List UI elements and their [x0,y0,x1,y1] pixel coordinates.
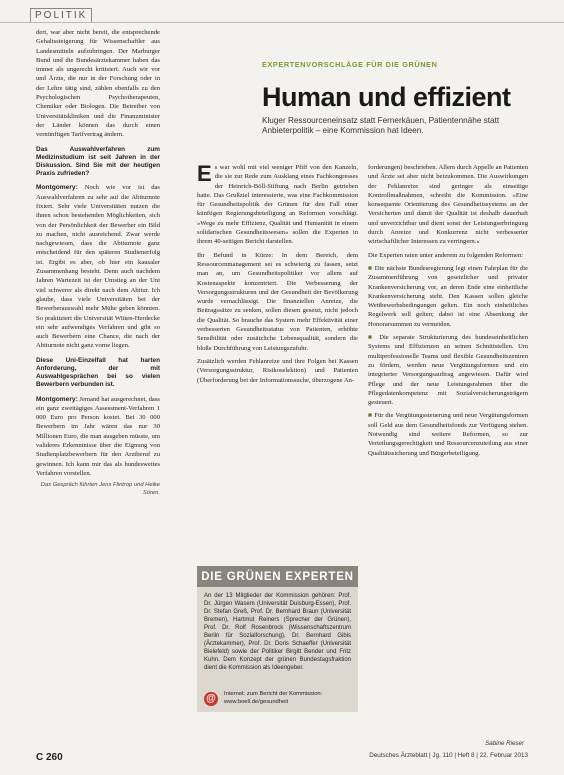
bullet-text: Für die Vergütungssteuerung und neue Vergütungsformen soll Geld aus dem Gesundheitsfonds zur Verfügung stehen. Notwendig sind weitere Reformen, so zur Verteilungsgerechtigkeit und Ressourcenzuteilung aus einer Qualitätssicherung und Bürgerbeteiligung. [368,412,528,457]
article-kicker: EXPERTENVORSCHLÄGE FÜR DIE GRÜNEN [262,60,438,69]
info-box-link-text[interactable]: Internet: zum Bericht der Kommission: www.boell.de/gesundheit [224,691,323,705]
article-column-2 [368,163,528,462]
info-box-title: DIE GRÜNEN EXPERTEN [197,566,358,587]
interview-question: Diese Uni-Einzelfall hat harten Anforderung, der mit Auswahlgesprächen bei so vielen Bewerbern verbunden ist. [36,356,160,389]
bullet-square-icon: ■ [368,412,373,420]
article-paragraph: Ihr Befund in Kürze: In dem Bereich, dem Ressourcenmanagement sei es schwierig zu fassen, setzt man an, um Gesundheitspolitiker vor allem auf Kostenaspekte konzentriert. Die Verbesserung der Versorgungsstrukturen und der Gesundheit der Bevölkerung wurde vernachlässigt. Die finanziellen Anreize, die Beitragssätze zu senken, sollen diesen gesetzt, nicht jedoch die Qualität. So brauche das System mehr Effektivität einer verbesserten Gesundheitsstatus von Patienten, erhöhte Sensibilität oder zusätzliche Lebensqualität, sondern die bloße Durchführung von Leistungszufuhr. [197,251,358,352]
info-box-link[interactable] [204,691,351,706]
answer-text: Jemand hat ausgerechnet, dass ein ganz zweitägiges Assessment-Verfahren 1 000 Euro pro Person kostet. Bei 30 000 Bewerbern im Jahr wären das nur 30 Millionen Euro, die man ausgeben müsste, um valideres Erkenntnisse über die Eignung von Studienplatzbewerbern für den Arztberuf zu gewinnen. Ich kann mir das als hundesweites Verfahren vorstellen. [36,395,160,477]
bullet-text: Die nächste Bundesregierung legt einen Fahrplan für die Zusammenführung von gesetzlicher und privater Krankenversicherung vor, an deren Ende eine einheitliche Krankenversicherung steht. Den Kassen sollen gleiche Wettbewerbsbedingungen gelten. Ein noch einheitliches Regelwerk soll gelten; dabei ist eine Absenkung der Honorarsummen zu vermeiden. [368,264,529,328]
bullet-text: Die separate Strukturierung des bundeseinheitlichen Systems und Effizienzen an seinen Schnittstellen. Um multiprofessionelle Teams und flexible Gesundheitszentren zu fördern, werden neue Vergütungsformen und ein integrierter Versorgungsauftrag angewiesen. Dafür wird Pflege und der neue Leistungsrahmen über die Pflegedatenkompetenz mit Sozialversicherungsträgern gesteuert. [368,334,529,407]
interview-answer [36,395,160,479]
article-paragraph: Zusätzlich werden Fehlanreize und ihre Folgen bei Kassen (Versorgungsstruktur, Risikoselektion) und Patienten (Überforderung bei der Informationssuche, überzogene An- [197,357,358,384]
speaker-name: Montgomery: [36,395,78,403]
section-rubric: POLITIK [30,8,92,23]
header-rule [0,22,564,23]
bullet-item [368,264,528,329]
bullet-item [368,411,528,457]
at-sign-icon: @ [204,692,218,706]
article-headline: Human und effizient [262,82,511,112]
page-number: C 260 [36,752,63,763]
info-box-text: An der 13 Mitglieder der Kommission gehören: Prof. Dr. Jürgen Wasem (Universität Duisburg-Essen), Prof. Dr. Stefan Greß, Prof. Dr. Bernhard Braun (Universität Bremen), Hartmut Reiners (Sprecher der Grünen), Prof. Dr. Rolf Rosenbrock (Wissenschaftszentrum Berlin für Sozialforschung), Dr. Bernhard Gibis (Ärztekammer), Prof. Dr. Doris Schaeffer (Universität Bielefeld) sowie der Politiker Birgitt Bender und Fritz Kuhn. Dem Konzept der grünen Bundestagsfraktion dient die Kommission als Ideengeber. [204,593,351,671]
answer-text: Noch wie vor ist das Auswahlverfahren zu sehr auf die Abiturnote fixiert. Sehr viele Universitäten nutzen die ihnen schon bestehenden Möglichkeiten, sich von der Persönlichkeit der Bewerber ein Bild zu machen, nicht ausreichend. Zwar werde nachgewiesen, dass die Abiturnote ganz entscheidend für den späteren Studienerfolg ist. Ergibt es aber, ob hier ein kausaler Zusammenhang besteht. Denn auch nachdem Jahren Wartezeit ist der Umstieg an der Uni viel schwerer als direkt nach dem Abitur. Ich glaube, dass viele Universitäten bei der Bewerberauswahl mehr Mühe geben könnten. So praktiziert die Universität Witten-Herdecke ein sehr aufwendiges Verfahren und gibt so auch Bewerbern eine Chance, die nach der Abiturnote nicht ganz vorne liegen. [36,184,160,350]
bullet-square-icon: ■ [368,334,375,342]
article-text: s war wohl mit viel weniger Pfiff von den Kanzeln, die sie zur Rede zum Ausklang eines Fachkongresses der Heinrich-Böll-Stiftung nach Berlin getrieben hatte. Das Grußziel interessierte, was eine Fachkommission für Gesundheitspolitik der Grünen für den Fall einer künftigen Regierungsbeteiligung an Reformen vorschlägt. »Wege zu mehr Effizienz, Qualität und Humanität in einem solidarischen Gesundheitswesen« sollen die Experten in ihrem 40-seitigen Bericht darstellen. [197,164,358,246]
article-dek: Kluger Ressourceneinsatz statt Fernerkäuen, Patientennähe statt Anbieterpolitik – eine Kommission hat Ideen. [262,116,500,136]
info-box [197,566,358,712]
article-paragraph: Die Experten raten unter anderem zu folgenden Reformen: [368,251,524,259]
bullet-item [368,333,528,407]
interview-question: Das Auswahlverfahren zum Medizinstudium ist seit Jahren in der Diskussion. Sind Sie mit der heutigen Praxis zufrieden? [36,145,160,178]
drop-cap: E [197,161,212,186]
article-paragraph: forderungen) beschrieben. Allem durch Appelle an Patienten und Ärzte sei aber nicht beizukommen. Die Auswirkungen der Fehlanreize sind geringer als einseitige Kontrollmaßnahmen, schreibt die Kommission. »Eine konsequente Orientierung des Gesundheitssystems an der Versicherten und damit der Qualität ist deshalb dauerhaft und unverzichtbar und dient sonst der Leistungserbringung durch Anreize und Konkurrenz nicht verbesserter wirtschaftlicher Interessen zu verringern.« [368,164,528,246]
interview-answer [36,183,160,350]
interview-paragraph: dert, war aber nicht bereit, die entsprechende Gehaltssteigerung für Wissenschaftler aus Landesmitteln aufzubringen. Der Marburger Bund und die Bundesärztekammer haben das immer als ungerecht kritisiert. Auch wir vor und Ärzte, die nur in der Forschung oder in der Lehre tätig sind, zählen ebenfalls zu den Psychologischen Psychotherapeuten, Chemiker oder Biologen. Die Betreiber von Universitätskliniken und die Finanzminister der Länder können das durch einen vernünftigen Tarifvertrag ändern. [36,29,160,139]
speaker-name: Montgomery: [36,184,78,192]
article-author: Sabine Rieser [485,740,524,747]
article-column-1 [197,163,358,389]
issue-line: Deutsches Ärzteblatt | Jg. 110 | Heft 8 | 22. Februar 2013 [369,752,528,759]
interview-credit: Das Gespräch führten Jens Flintrop und Heike Sören. [40,482,160,496]
bullet-square-icon: ■ [368,264,373,272]
article-paragraph [197,163,358,247]
interview-column [36,28,160,497]
